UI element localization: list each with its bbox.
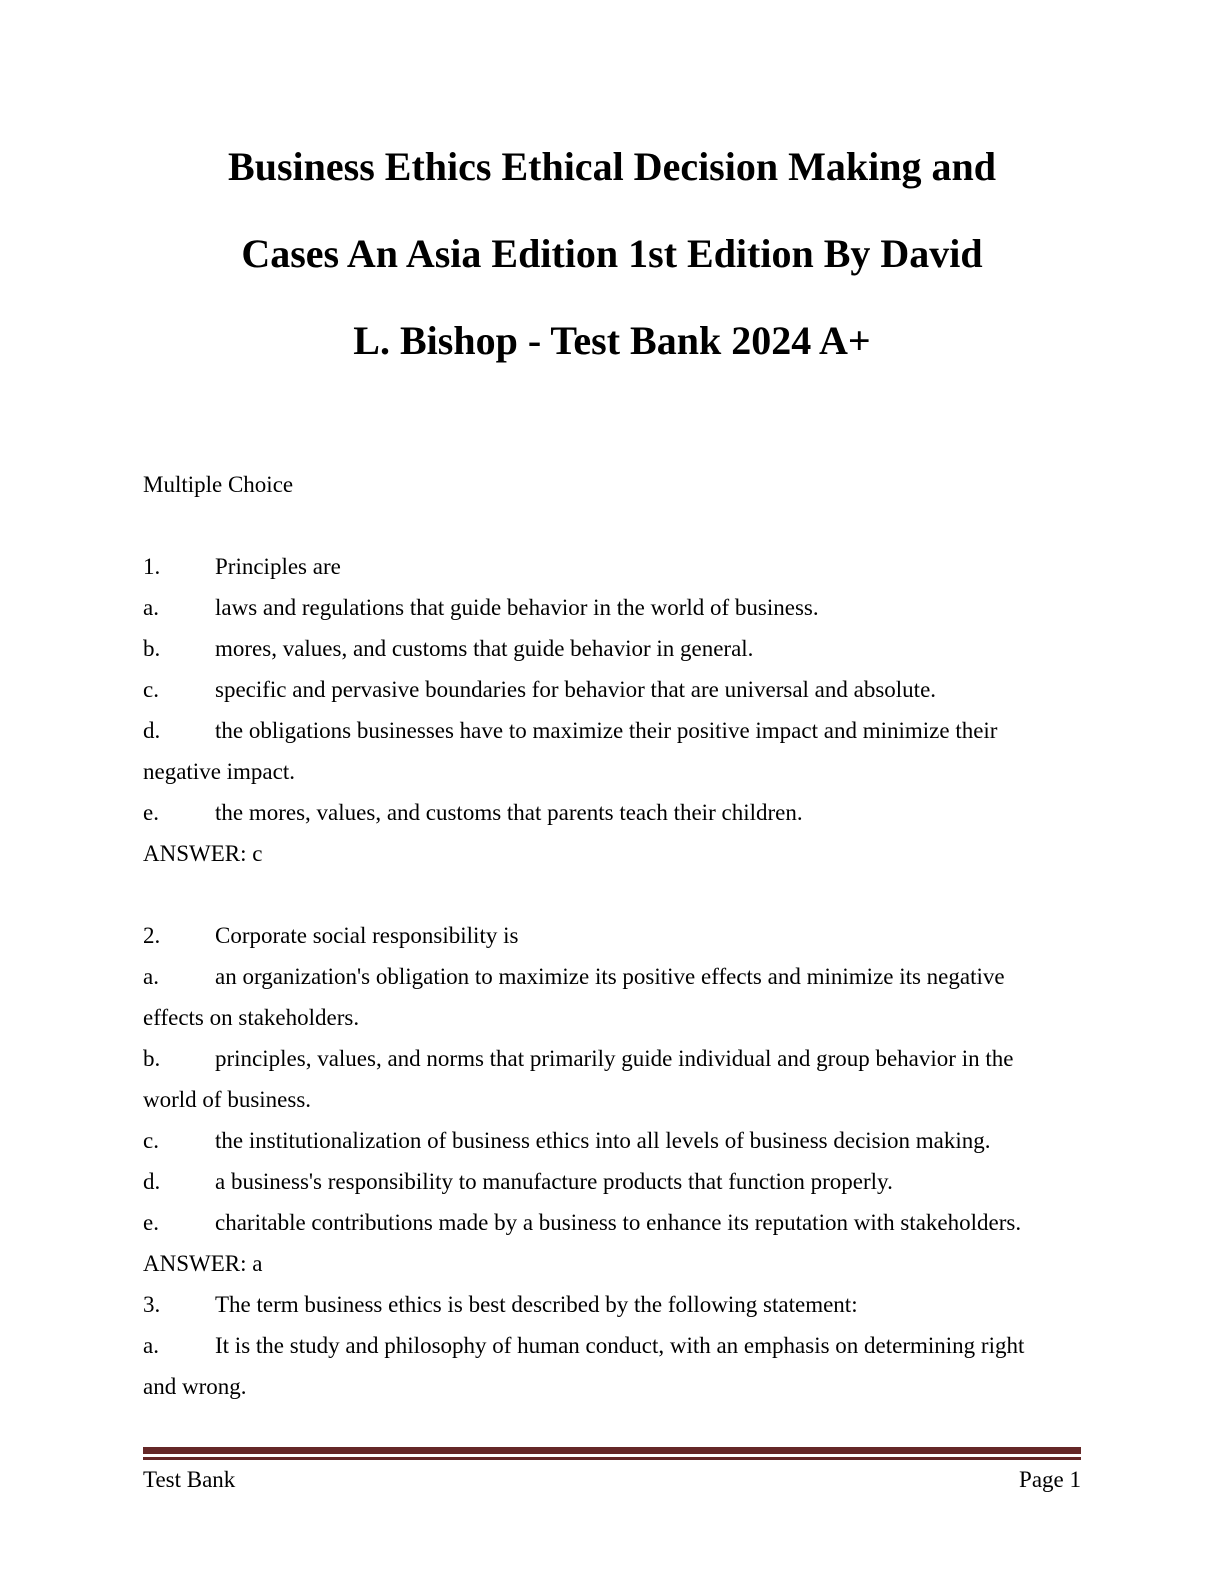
question-option-line xyxy=(143,628,1081,669)
title-line-1: Business Ethics Ethical Decision Making and xyxy=(228,144,996,189)
line-text: ANSWER: c xyxy=(143,841,263,866)
line-text: mores, values, and customs that guide behavior in general. xyxy=(215,636,754,661)
question-option-line xyxy=(143,587,1081,628)
body-lines xyxy=(143,546,1081,1407)
line-label: b. xyxy=(143,636,161,661)
line-label: c. xyxy=(143,1128,159,1153)
question-option-line xyxy=(143,1120,1081,1161)
line-text: world of business. xyxy=(143,1087,312,1112)
question-option-line xyxy=(143,710,1081,751)
question-option-line xyxy=(143,1202,1081,1243)
question-option-line xyxy=(143,792,1081,833)
line-label: e. xyxy=(143,1210,159,1235)
line-label: a. xyxy=(143,595,159,620)
question-option-line xyxy=(143,956,1081,997)
line-label: c. xyxy=(143,677,159,702)
line-text: ANSWER: a xyxy=(143,1251,263,1276)
text-line xyxy=(143,1243,1081,1284)
line-label: a. xyxy=(143,1333,159,1358)
question-option-line xyxy=(143,1325,1081,1366)
line-text: effects on stakeholders. xyxy=(143,1005,360,1030)
title-line-3: L. Bishop - Test Bank 2024 A+ xyxy=(353,318,871,363)
footer-text-row xyxy=(143,1465,1081,1495)
document-title xyxy=(80,123,1144,384)
line-text: principles, values, and norms that primarily guide individual and group behavior in the xyxy=(215,1046,1014,1071)
line-text: laws and regulations that guide behavior in the world of business. xyxy=(215,595,819,620)
question-option-line xyxy=(143,1284,1081,1325)
text-line xyxy=(143,751,1081,792)
line-text: Principles are xyxy=(215,554,341,579)
line-text: an organization's obligation to maximize its positive effects and minimize its negative xyxy=(215,964,1005,989)
document-body xyxy=(143,464,1081,1407)
page-footer xyxy=(143,1447,1081,1495)
line-text: and wrong. xyxy=(143,1374,247,1399)
line-label: b. xyxy=(143,1046,161,1071)
line-text: The term business ethics is best described by the following statement: xyxy=(215,1292,858,1317)
line-label: d. xyxy=(143,1169,161,1194)
question-option-line xyxy=(143,546,1081,587)
line-text: charitable contributions made by a business to enhance its reputation with stakeholders. xyxy=(215,1210,1022,1235)
title-line-2: Cases An Asia Edition 1st Edition By David xyxy=(241,231,983,276)
text-line xyxy=(143,833,1081,874)
text-line xyxy=(143,1079,1081,1120)
text-line xyxy=(143,1366,1081,1407)
line-label: a. xyxy=(143,964,159,989)
footer-left-text: Test Bank xyxy=(143,1467,236,1492)
question-option-line xyxy=(143,1038,1081,1079)
line-text: specific and pervasive boundaries for behavior that are universal and absolute. xyxy=(215,677,937,702)
line-label: 3. xyxy=(143,1292,161,1317)
line-label: 2. xyxy=(143,923,161,948)
line-text: It is the study and philosophy of human conduct, with an emphasis on determining right xyxy=(215,1333,1025,1358)
text-line xyxy=(143,997,1081,1038)
question-option-line xyxy=(143,915,1081,956)
section-heading: Multiple Choice xyxy=(143,472,294,497)
line-text: the obligations businesses have to maximize their positive impact and minimize their xyxy=(215,718,998,743)
line-text: Corporate social responsibility is xyxy=(215,923,519,948)
line-label: e. xyxy=(143,800,159,825)
line-text: the institutionalization of business ethics into all levels of business decision making. xyxy=(215,1128,991,1153)
line-label: d. xyxy=(143,718,161,743)
line-text: the mores, values, and customs that parents teach their children. xyxy=(215,800,803,825)
footer-right-text: Page 1 xyxy=(1019,1467,1081,1492)
question-option-line xyxy=(143,669,1081,710)
line-label: 1. xyxy=(143,554,161,579)
question-option-line xyxy=(143,1161,1081,1202)
footer-rule-thin xyxy=(143,1457,1081,1460)
line-text: negative impact. xyxy=(143,759,295,784)
footer-rule-thick xyxy=(143,1447,1081,1454)
line-text: a business's responsibility to manufacture products that function properly. xyxy=(215,1169,893,1194)
